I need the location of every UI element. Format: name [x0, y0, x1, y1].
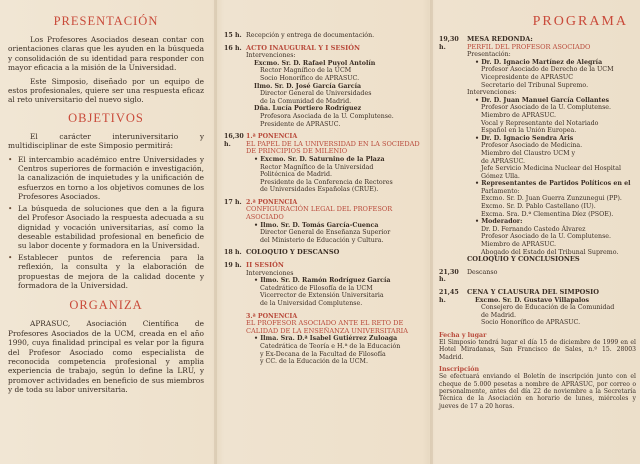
schedule-line: Excmo. Sr. D. Gustavo Villapalos — [475, 296, 590, 304]
schedule-line: Excmo. Sr. D. Rafael Puyol Antolín — [254, 59, 376, 67]
left-panel — [0, 0, 214, 464]
objetivos-title: OBJETIVOS — [68, 110, 144, 125]
schedule-line: de Madrid. — [481, 311, 517, 319]
schedule-line: Presidente de APRASUC. — [260, 120, 341, 128]
schedule-line: • Representantes de Partidos Políticos en el — [475, 180, 631, 188]
schedule-line: Miembro del Claustro UCM y — [481, 149, 576, 157]
schedule-line: Catedrático de Filosofía de la UCM — [260, 284, 373, 292]
schedule-time: 21,45 h. — [439, 289, 459, 304]
schedule-line: Politécnica de Madrid. — [260, 171, 332, 179]
schedule-line: Vicerrector de Extensión Universitaria — [260, 292, 384, 300]
schedule-line: Profesor Asociado de la U. Complutense. — [481, 233, 612, 241]
ponencia-label: 2.ª PONENCIA — [246, 198, 298, 206]
schedule-time: 17 h. — [224, 198, 242, 206]
programa-title: PROGRAMA — [532, 14, 628, 29]
ponencia-label: 3.ª PONENCIA — [246, 312, 298, 320]
schedule-time: 18 h. — [224, 249, 242, 257]
schedule-line: Miembro de APRASUC. — [481, 241, 557, 249]
schedule-line: de Universidades Españolas (CRUE). — [260, 186, 379, 194]
mesa-title: MESA REDONDA: — [467, 35, 533, 43]
schedule-line: Director General de Enseñanza Superior — [260, 229, 391, 237]
schedule-line: Gómez Ulla. — [481, 172, 520, 180]
schedule-line: Excmo. Sr. D. Juan Guerra Zunzunegui (PP). — [481, 195, 622, 203]
schedule-row — [224, 199, 428, 245]
mesa-subtitle: PERFIL DEL PROFESOR ASOCIADO — [467, 42, 591, 51]
objetivos-intro: El carácter interuniversitario y multidisciplinar de este Simposio permitirá: — [8, 131, 204, 151]
schedule-line: Rector Magnífico de la Universidad — [260, 163, 374, 171]
schedule-row — [439, 289, 636, 327]
cena-title: CENA Y CLAUSURA DEL SIMPOSIO — [467, 288, 599, 296]
schedule-line: Dña. Lucía Portiero Rodríguez — [254, 105, 362, 113]
inscripcion-label: Inscripción — [439, 366, 480, 374]
schedule-row — [224, 249, 428, 257]
schedule-line: Presidente de la Conferencia de Rectores — [260, 178, 393, 186]
session-title: II SESIÓN — [246, 261, 284, 270]
schedule-line: Vicepresidente de APRASUC — [481, 73, 574, 81]
schedule-line: Dr. D. Fernando Castedo Álvarez — [481, 225, 586, 233]
schedule-line: • Moderador: — [475, 218, 523, 226]
schedule-line: • Dr. D. Ignacio Sendra Aris — [475, 134, 574, 142]
ponencia-title: EL PROFESOR ASOCIADO ANTE EL RETO DE CALIDAD DE LA ENSEÑANZA UNIVERSITARIA — [246, 319, 409, 335]
schedule-time: 15 h. — [224, 32, 242, 39]
schedule-row — [439, 269, 636, 284]
schedule-line: Parlamento: — [481, 187, 520, 195]
schedule-line: Excma. Sra. D.ª Clementina Díez (PSOE). — [481, 210, 614, 218]
coloquio-title: COLOQUIO Y CONCLUSIONES — [467, 255, 580, 264]
schedule-line: Catedrática de Teoría e H.ª de la Educación — [260, 342, 401, 350]
schedule-line: Abogado del Estado del Tribunal Supremo. — [481, 248, 619, 256]
inscripcion-text: Se efectuará enviando el Boletín de inscripción junto con el cheque de 5.000 pesetas a nombre de APRASUC, por correo o personalmente, antes del día 22 de noviembre a la Secretaría Técnica de la Asociación en horario de lunes, miércoles y jueves de 17 a 20 horas. — [439, 373, 636, 410]
schedule-row — [224, 32, 428, 40]
schedule-line: • Excmo. Sr. D. Saturnino de la Plaza — [254, 155, 385, 163]
schedule-line: Socio Honorífico de APRASUC. — [481, 319, 581, 327]
schedule-line: Vocal y Representante del Notariado — [481, 119, 599, 127]
schedule-line: y Ex-Decana de la Facultad de Filosofía — [260, 350, 386, 358]
fecha-label: Fecha y lugar — [439, 331, 487, 339]
schedule-line: Excmo. Sr. D. Pablo Castellano (IU). — [481, 203, 596, 211]
schedule-line: Intervenciones: — [246, 52, 296, 60]
schedule-line: de APRASUC. — [481, 157, 526, 165]
schedule-line: Intervenciones — [246, 269, 294, 277]
objetivos-item: • El intercambio académico entre Universidades y Centros superiores de formación e investigación, la canalización de inquietudes y la unificación de esfuerzos en torno a los objetivos comunes de los Profesores Asociados. — [8, 155, 204, 202]
schedule-line: Director General de Universidades — [260, 90, 372, 98]
fecha-text: El Simposio tendrá lugar el día 15 de diciembre de 1999 en el Hotel Miradanas, San Francisco de Sales, n.º 15. 28003 Madrid. — [439, 338, 636, 361]
presentacion-paragraph-2: Este Simposio, diseñado por un equipo de estos profesionales, quiere ser una respuesta eficaz al reto universitario del nuevo siglo. — [8, 76, 204, 105]
schedule-line: Jefe Servicio Medicina Nuclear del Hospital — [481, 165, 622, 173]
presentacion-paragraph-1: Los Profesores Asociados desean contar con orientaciones claras que les ayuden en la búsqueda y consolidación de su identidad para responder con mayor eficacia a la misión de la Universidad. — [8, 35, 204, 73]
schedule-line: Profesor Asociado de Derecho de la UCM — [481, 66, 614, 74]
schedule-time: 16,30 h. — [224, 133, 244, 148]
schedule-line: • Dr. D. Ignacio Martínez de Alegría — [475, 58, 603, 66]
ponencia-title: EL PAPEL DE LA UNIVERSIDAD EN LA SOCIEDAD DE PRINCIPIOS DE MILENIO — [246, 139, 420, 156]
schedule-line: Intervenciones: — [467, 89, 517, 97]
schedule-line: de la Comunidad de Madrid. — [260, 97, 352, 105]
schedule-row — [224, 262, 428, 308]
ponencia-label: 1.ª PONENCIA — [246, 133, 298, 141]
schedule-line: • Ilmo. Sr. D. Tomás García-Cuenca — [254, 221, 379, 229]
schedule-line: Profesor Asociado de Medicina. — [481, 142, 583, 150]
objetivos-item: • La búsqueda de soluciones que den a la figura del Profesor Asociado la respuesta adecuada a su dignidad y vocación universitarias, así como la deseable estabilidad profesional en beneficio de su labor docente y formadora en la Universidad. — [8, 204, 204, 251]
schedule-line: y CC. de la Educación de la UCM. — [260, 358, 368, 366]
schedule-text: Recepción y entrega de documentación. — [246, 32, 375, 39]
schedule-line: Socio Honorífico de APRASUC. — [260, 74, 360, 82]
schedule-line: Español en la Unión Europea. — [481, 127, 577, 135]
schedule-title: COLOQUIO Y DESCANSO — [246, 248, 340, 257]
schedule-line: • Ilma. Sra. D.ª Isabel Gutiérrez Zuloaga — [254, 335, 398, 343]
schedule-line: del Ministerio de Educación y Cultura. — [260, 236, 384, 244]
schedule-time: 21,30 h. — [439, 268, 459, 284]
organiza-text: APRASUC, Asociación Científica de Profesores Asociados de la UCM, creada en el año 1990, cuya finalidad principal es velar por la figura del Profesor Asociado como especialista de reconocida competencia profesional y amplia experiencia de trabajo, según lo define la LRU, y promover actividades en beneficio de sus miembros y de toda su labor universitaria. — [8, 319, 204, 395]
schedule-line: Secretario del Tribunal Supremo. — [481, 81, 589, 89]
right-panel — [433, 0, 640, 464]
schedule-row — [439, 36, 636, 264]
fold-line-left — [214, 0, 217, 464]
schedule-line: Ilmo. Sr. D. José García García — [254, 82, 362, 90]
organiza-title: ORGANIZA — [69, 298, 143, 313]
middle-panel — [218, 0, 430, 464]
schedule-line: • Dr. D. Juan Manuel García Collantes — [475, 96, 610, 104]
schedule-time: 16 h. — [224, 44, 242, 52]
schedule-row — [224, 133, 428, 194]
schedule-row — [224, 45, 428, 129]
schedule-line: Miembro de APRASUC. — [481, 111, 557, 119]
schedule-line: Consejero de Educación de la Comunidad — [481, 304, 615, 312]
schedule-line: de la Universidad Complutense. — [260, 300, 363, 307]
objetivos-item: • Establecer puntos de referencia para la reflexión, la consulta y la elaboración de propuestas de mejora de la calidad docente y formadora de la Universidad. — [8, 253, 204, 291]
schedule-line: Presentación: — [467, 51, 511, 59]
schedule-line: Rector Magnífico de la UCM — [260, 67, 352, 75]
schedule-line: Profesor Asociado de la U. Complutense. — [481, 104, 612, 112]
schedule-line: Profesora Asociada de la U. Complutense. — [260, 112, 394, 120]
session-title: ACTO INAUGURAL Y I SESIÓN — [246, 43, 360, 52]
presentacion-title: PRESENTACIÓN — [53, 14, 159, 28]
schedule-row — [224, 313, 428, 366]
schedule-time: 19 h. — [224, 262, 242, 270]
schedule-line: • Ilmo. Sr. D. Ramón Rodríguez García — [254, 277, 391, 285]
ponencia-title: CONFIGURACIÓN LEGAL DEL PROFESOR ASOCIADO — [246, 205, 393, 222]
schedule-text: Descanso — [467, 268, 498, 276]
schedule-time: 19,30 h. — [439, 36, 459, 51]
